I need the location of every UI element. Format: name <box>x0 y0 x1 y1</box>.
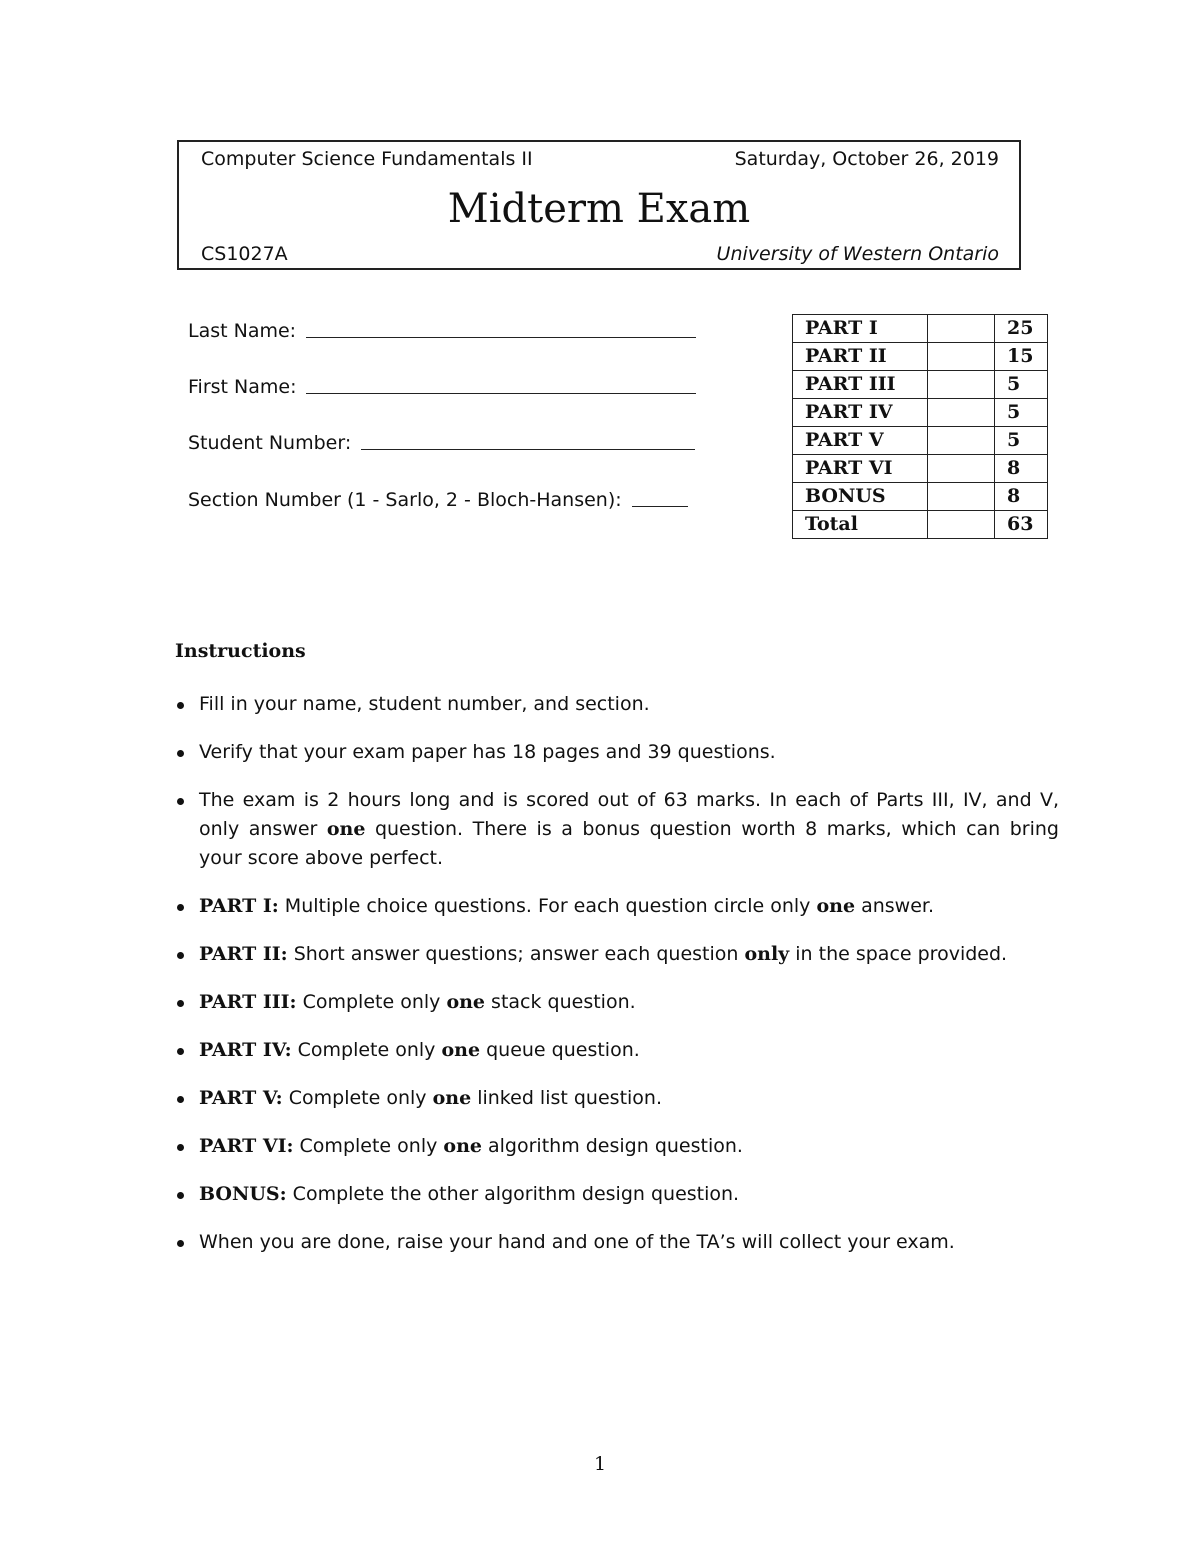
instruction-text: The exam is 2 hours long and is scored out of 63 marks. In each of Parts III, IV, and V, only answer <box>199 789 1059 840</box>
bullet-icon <box>177 798 184 805</box>
first-name-label: First Name: <box>188 376 297 398</box>
instruction-text: Multiple choice questions. For each question circle only <box>278 895 817 917</box>
marks-row <box>793 455 1048 483</box>
instruction-text: Complete only <box>293 1135 444 1157</box>
instruction-lead: PART III: <box>199 991 297 1013</box>
marks-max-value: 5 <box>995 399 1048 427</box>
instruction-text: in the space provided. <box>789 943 1008 965</box>
marks-score-cell[interactable] <box>928 455 995 483</box>
marks-score-cell[interactable] <box>928 371 995 399</box>
bullet-icon <box>177 750 184 757</box>
bullet-icon <box>177 1240 184 1247</box>
section-number-line[interactable] <box>632 505 688 507</box>
page-number: 1 <box>593 1453 607 1475</box>
instruction-item <box>175 1180 1059 1209</box>
bullet-icon <box>177 952 184 959</box>
instruction-text: Fill in your name, student number, and section. <box>199 693 650 715</box>
bullet-icon <box>177 904 184 911</box>
instruction-item <box>175 690 1059 719</box>
university-name: University of Western Ontario <box>716 243 999 265</box>
marks-row <box>793 343 1048 371</box>
marks-max-value: 8 <box>995 455 1048 483</box>
marks-score-cell[interactable] <box>928 483 995 511</box>
marks-score-cell[interactable] <box>928 427 995 455</box>
instruction-emphasis: one <box>816 895 856 917</box>
section-number-label: Section Number (1 - Sarlo, 2 - Bloch-Hansen): <box>188 489 622 511</box>
instruction-text: answer. <box>855 895 935 917</box>
marks-max-value: 63 <box>995 511 1048 539</box>
instruction-text: Short answer questions; answer each question <box>287 943 745 965</box>
marks-part-label: BONUS <box>793 483 928 511</box>
instruction-text: question. There is a bonus question worth 8 marks, which can bring your score above perfect. <box>199 818 1059 869</box>
instruction-item <box>175 1084 1059 1113</box>
marks-score-cell[interactable] <box>928 343 995 371</box>
marks-row <box>793 427 1048 455</box>
marks-max-value: 15 <box>995 343 1048 371</box>
instruction-lead: BONUS: <box>199 1183 287 1205</box>
instruction-emphasis: one <box>446 991 486 1013</box>
bullet-icon <box>177 1048 184 1055</box>
instruction-lead: PART I: <box>199 895 279 917</box>
marks-part-label: PART VI <box>793 455 928 483</box>
bullet-icon <box>177 1000 184 1007</box>
instruction-text: algorithm design question. <box>481 1135 743 1157</box>
bullet-icon <box>177 702 184 709</box>
bullet-icon <box>177 1096 184 1103</box>
last-name-line[interactable] <box>306 336 696 338</box>
marks-row <box>793 483 1048 511</box>
instruction-item <box>175 1132 1059 1161</box>
marks-row <box>793 371 1048 399</box>
instructions-list <box>175 690 1059 1276</box>
instruction-item <box>175 940 1059 969</box>
student-number-label: Student Number: <box>188 432 352 454</box>
instruction-text: Complete only <box>282 1087 433 1109</box>
marks-row <box>793 511 1048 539</box>
marks-max-value: 5 <box>995 371 1048 399</box>
instruction-item <box>175 786 1059 873</box>
instruction-item <box>175 738 1059 767</box>
instruction-item <box>175 1228 1059 1257</box>
instructions-heading: Instructions <box>175 640 306 662</box>
instruction-text: Verify that your exam paper has 18 pages and 39 questions. <box>199 741 776 763</box>
bullet-icon <box>177 1144 184 1151</box>
marks-table <box>792 314 1048 539</box>
instruction-lead: PART IV: <box>199 1039 292 1061</box>
bullet-icon <box>177 1192 184 1199</box>
instruction-item <box>175 988 1059 1017</box>
exam-title: Midterm Exam <box>447 186 751 232</box>
first-name-line[interactable] <box>306 392 696 394</box>
marks-score-cell[interactable] <box>928 511 995 539</box>
course-name: Computer Science Fundamentals II <box>201 148 533 170</box>
marks-row <box>793 315 1048 343</box>
exam-date: Saturday, October 26, 2019 <box>734 148 999 170</box>
last-name-label: Last Name: <box>188 320 297 342</box>
instruction-text: When you are done, raise your hand and one of the TA’s will collect your exam. <box>199 1231 955 1253</box>
marks-score-cell[interactable] <box>928 399 995 427</box>
instruction-text: Complete the other algorithm design question. <box>286 1183 740 1205</box>
exam-header-box <box>177 140 1021 270</box>
last-name-field <box>188 320 696 342</box>
section-number-field <box>188 489 688 511</box>
marks-part-label: Total <box>793 511 928 539</box>
marks-max-value: 8 <box>995 483 1048 511</box>
marks-score-cell[interactable] <box>928 315 995 343</box>
student-number-field <box>188 432 695 454</box>
instruction-text: linked list question. <box>471 1087 662 1109</box>
course-code: CS1027A <box>201 243 288 265</box>
instruction-text: queue question. <box>480 1039 640 1061</box>
instruction-emphasis: one <box>432 1087 472 1109</box>
instruction-lead: PART V: <box>199 1087 283 1109</box>
first-name-field <box>188 376 696 398</box>
instruction-lead: PART VI: <box>199 1135 294 1157</box>
marks-row <box>793 399 1048 427</box>
instruction-emphasis: one <box>441 1039 481 1061</box>
instruction-text: Complete only <box>296 991 447 1013</box>
instruction-item <box>175 892 1059 921</box>
instruction-text: Complete only <box>291 1039 442 1061</box>
marks-part-label: PART I <box>793 315 928 343</box>
instruction-item <box>175 1036 1059 1065</box>
marks-part-label: PART II <box>793 343 928 371</box>
marks-max-value: 25 <box>995 315 1048 343</box>
instruction-emphasis: one <box>326 818 366 840</box>
marks-part-label: PART III <box>793 371 928 399</box>
marks-part-label: PART V <box>793 427 928 455</box>
instruction-emphasis: one <box>443 1135 482 1157</box>
student-number-line[interactable] <box>361 448 695 450</box>
instruction-lead: PART II: <box>199 943 288 965</box>
marks-max-value: 5 <box>995 427 1048 455</box>
instruction-text: stack question. <box>485 991 636 1013</box>
instruction-emphasis: only <box>744 943 790 965</box>
marks-part-label: PART IV <box>793 399 928 427</box>
